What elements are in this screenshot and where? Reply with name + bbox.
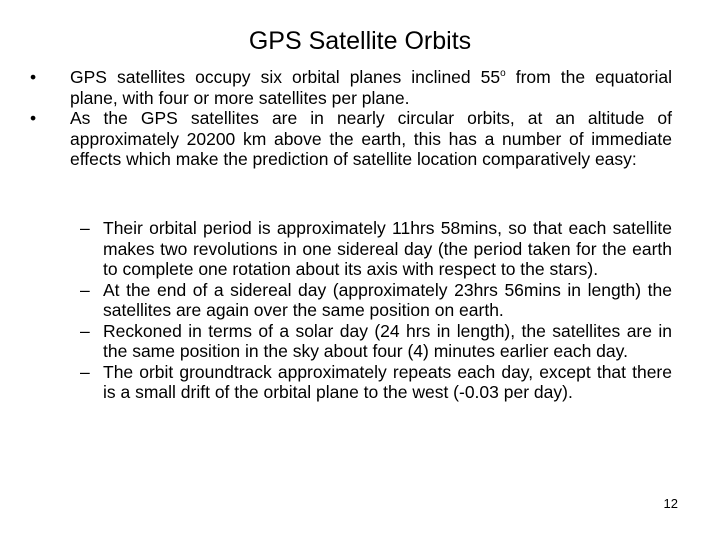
sub-bullet-solar-day [80,321,672,362]
sub-bullet-sidereal-day [80,280,672,321]
sub-bullet-text: At the end of a sidereal day (approximately 23hrs 56mins in length) the satellites are again over the same position on earth. [103,279,672,320]
dash-marker: – [80,320,90,341]
bullet-text: As the GPS satellites are in nearly circular orbits, at an altitude of approximately 20200 km above the earth, this has a number of immediate effects which make the prediction of satellite location comparatively easy: [70,108,672,169]
sub-bullet-text: Their orbital period is approximately 11hrs 58mins, so that each satellite makes two revolutions in one sidereal day (the period taken for the earth to complete one rotation about its axis with respect to the stars). [103,218,672,279]
slide-title: GPS Satellite Orbits [248,27,472,55]
bullet-item-circular-orbits [30,108,672,170]
sub-bullet-groundtrack [80,362,672,403]
sub-bullet-orbital-period [80,218,672,280]
sub-bullet-text: Reckoned in terms of a solar day (24 hrs in length), the satellites are in the same position in the sky about four (4) minutes earlier each day. [103,320,672,361]
page-number: 12 [663,496,678,511]
dash-marker: – [80,279,90,300]
bullet-item-orbital-planes [30,67,672,108]
bullet-text: GPS satellites occupy six orbital planes inclined 55 [70,67,501,87]
bullet-list [30,67,672,170]
degree-superscript: o [500,68,506,80]
dash-marker: – [80,218,90,238]
sub-bullet-list [80,218,672,403]
bullet-marker: • [30,108,37,128]
dash-marker: – [80,361,90,382]
sub-bullet-text: The orbit groundtrack approximately repeats each day, except that there is a small drift of the orbital plane to the west (-0.03 per day). [103,361,672,402]
bullet-marker: • [30,67,37,87]
bullet-text-continued: from the equatorial plane, with four or more satellites per plane. [70,67,672,108]
